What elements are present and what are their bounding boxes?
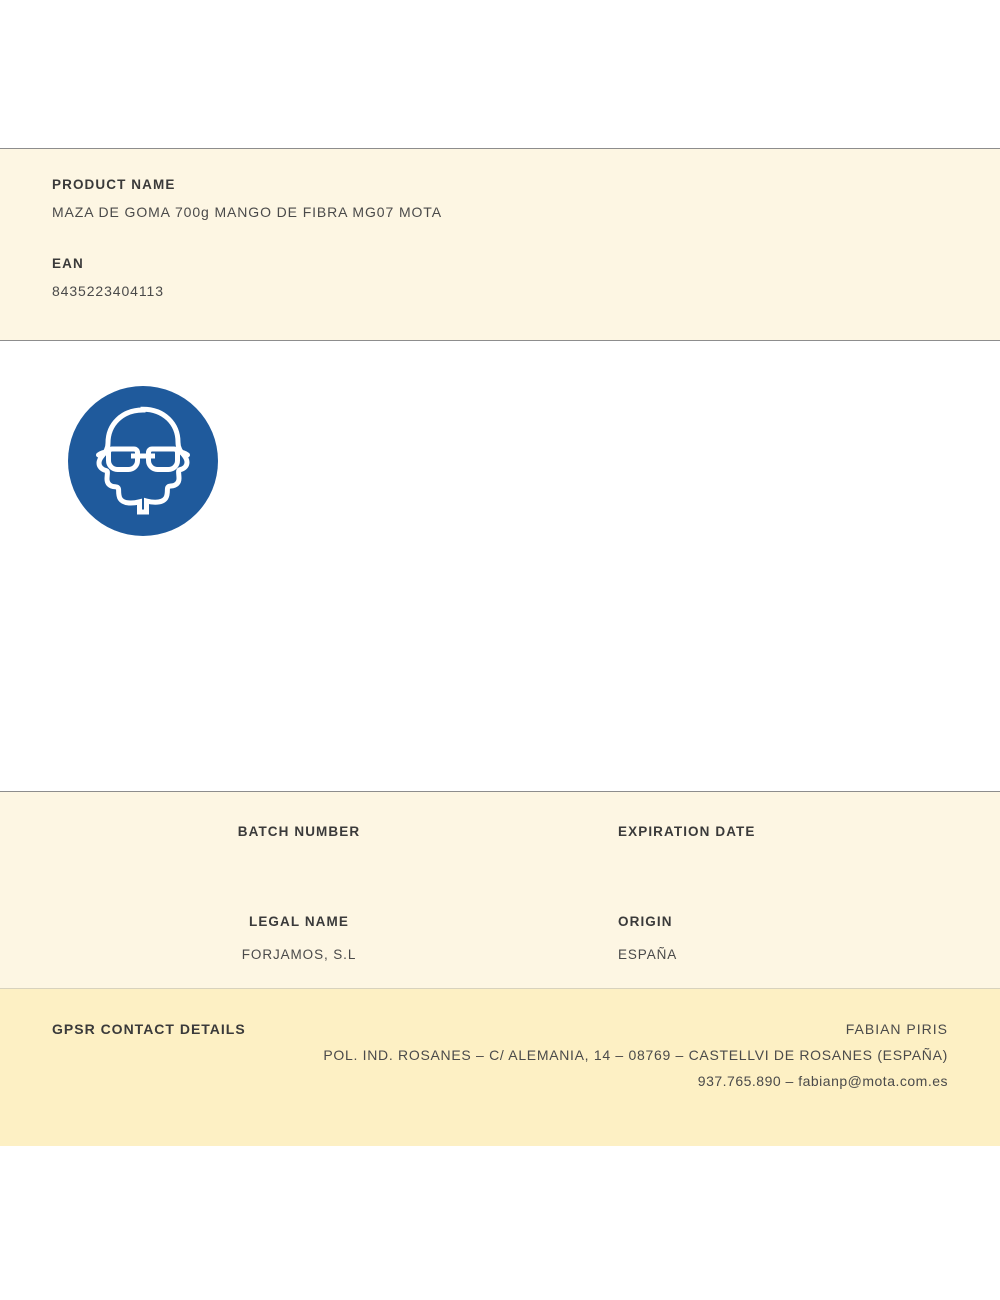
gpsr-contact-band (0, 989, 1000, 1146)
batch-row (0, 824, 1000, 857)
expiration-date-field (600, 824, 1000, 857)
legal-row (0, 914, 1000, 962)
batch-number-label: BATCH NUMBER (237, 824, 361, 839)
pictogram-area (0, 341, 1000, 791)
product-info-band (0, 148, 1000, 341)
product-name-field (52, 177, 948, 220)
legal-name-field (0, 914, 600, 962)
legal-name-label: LEGAL NAME (248, 914, 349, 929)
gpsr-phone-email: 937.765.890 – fabianp@mota.com.es (697, 1072, 948, 1089)
origin-value: ESPAÑA (618, 947, 678, 962)
batch-number-field (0, 824, 600, 857)
gpsr-contact-name: FABIAN PIRIS (845, 1021, 948, 1037)
batch-legal-band (0, 791, 1000, 989)
expiration-date-label: EXPIRATION DATE (618, 824, 756, 839)
legal-name-value: FORJAMOS, S.L (241, 947, 357, 962)
ean-label: EAN (52, 256, 84, 271)
product-name-label: PRODUCT NAME (52, 177, 176, 192)
gpsr-address: POL. IND. ROSANES – C/ ALEMANIA, 14 – 08769 – CASTELLVI DE ROSANES (ESPAÑA) (323, 1046, 948, 1063)
origin-label: ORIGIN (618, 914, 673, 929)
product-name-value: MAZA DE GOMA 700g MANGO DE FIBRA MG07 MOTA (52, 204, 442, 220)
ean-field (52, 256, 948, 299)
gpsr-title: GPSR CONTACT DETAILS (52, 1021, 246, 1037)
ean-value: 8435223404113 (52, 283, 164, 299)
origin-field (600, 914, 1000, 962)
wear-eye-protection-icon (68, 386, 218, 536)
